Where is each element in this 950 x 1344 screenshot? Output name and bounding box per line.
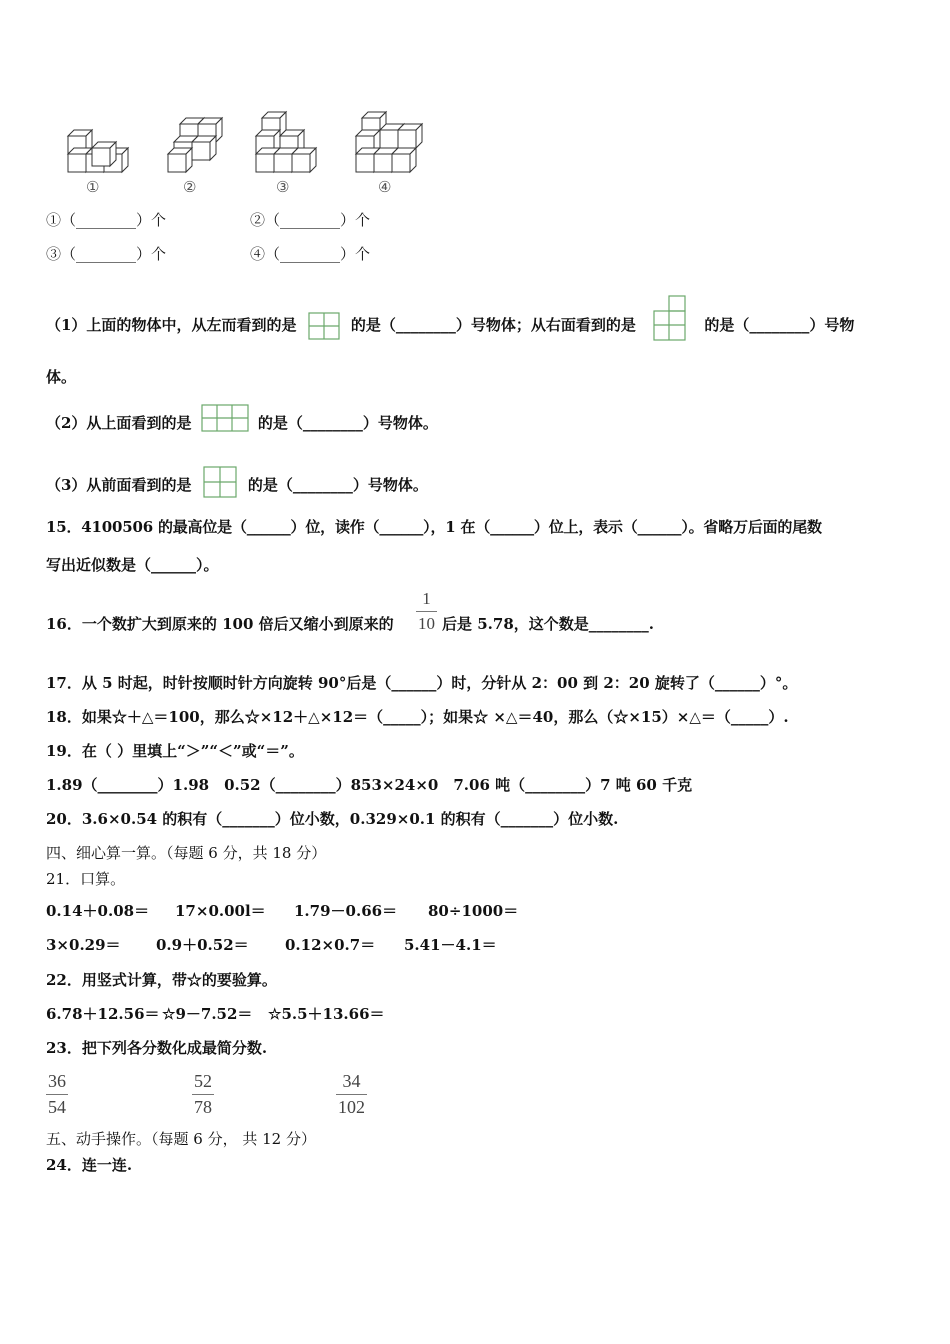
figure-4 <box>356 112 422 172</box>
q23-fraction-1 <box>46 1071 68 1118</box>
q23-frac3-num: 34 <box>342 1071 361 1091</box>
q23-frac2-den: 78 <box>194 1097 212 1117</box>
section-4-heading: 四、细心算一算。（每题 6 分，共 18 分） <box>46 844 327 862</box>
question-16-before: 16．一个数扩大到原来的 100 倍后又缩小到原来的 <box>46 615 394 633</box>
q16-frac-num: 1 <box>422 589 431 608</box>
sub1-part2: 的是（________）号物体；从右面看到的是 <box>350 316 636 334</box>
question-16-after: 后是 5.78，这个数是________. <box>442 615 654 633</box>
view-row3-icon <box>201 404 249 432</box>
question-24: 24．连一连. <box>46 1156 133 1174</box>
q16-frac-den: 10 <box>418 614 435 633</box>
figure-3 <box>256 112 316 172</box>
figure-label-1: ① <box>86 178 100 196</box>
question-21-title: 21．口算。 <box>46 870 126 888</box>
q23-frac3-bar <box>336 1094 367 1095</box>
figure-1 <box>68 130 128 172</box>
sub3-part1: （3）从前面看到的是 <box>46 476 192 494</box>
section-5-heading: 五、动手操作。（每题 6 分， 共 12 分） <box>46 1130 316 1148</box>
q21-row1-item2: 17×0.00l＝ <box>175 902 266 920</box>
q21-row2-item1: 3×0.29＝ <box>46 936 121 954</box>
q23-frac1-bar <box>46 1094 68 1095</box>
view-front-icon <box>203 466 237 498</box>
sub-question-2 <box>46 410 438 438</box>
figure-2 <box>168 118 222 172</box>
q23-frac1-num: 36 <box>48 1071 66 1091</box>
q23-frac1-den: 54 <box>48 1097 66 1117</box>
q21-row2-item3: 0.12×0.7＝ <box>285 936 376 954</box>
q22-item3: ☆5.5＋13.66＝ <box>268 1005 385 1023</box>
q16-fraction <box>416 589 437 634</box>
figure-label-4: ④ <box>378 178 392 196</box>
question-20: 20．3.6×0.54 的积有（_______）位小数，0.329×0.1 的积有（_______）位小数. <box>46 810 619 828</box>
figure-label-2: ② <box>183 178 197 196</box>
q23-frac2-bar <box>192 1094 214 1095</box>
sub3-part2: 的是（________）号物体。 <box>247 476 428 494</box>
figure-label-3: ③ <box>276 178 290 196</box>
view-2x2-icon <box>308 312 340 340</box>
sub-question-1-cont: 体。 <box>46 368 77 386</box>
view-stack-icon <box>653 295 687 341</box>
question-23-title: 23．把下列各分数化成最简分数. <box>46 1039 268 1057</box>
sub2-part2: 的是（________）号物体。 <box>257 414 438 432</box>
q23-fraction-3 <box>336 1071 367 1118</box>
q21-row1-item4: 80÷1000＝ <box>428 902 519 920</box>
q22-item2: ☆9－7.52＝ <box>162 1005 253 1023</box>
sub-question-3 <box>46 470 428 502</box>
question-17: 17．从 5 时起，时针按顺时针方向旋转 90°后是（______）时，分针从 2：00 到 2：20 旋转了（______）°。 <box>46 674 798 692</box>
q23-fraction-2 <box>192 1071 214 1118</box>
q21-row1-item3: 1.79－0.66＝ <box>294 902 398 920</box>
sub2-part1: （2）从上面看到的是 <box>46 414 192 432</box>
q23-frac3-den: 102 <box>338 1097 365 1117</box>
sub1-part3: 的是（________）号物 <box>704 316 855 334</box>
question-19-title: 19．在（ ）里填上“＞”“＜”或“＝”。 <box>46 742 304 760</box>
question-22-title: 22．用竖式计算，带☆的要验算。 <box>46 971 277 989</box>
sub1-part1: （1）上面的物体中，从左而看到的是 <box>46 316 297 334</box>
q16-frac-bar <box>416 611 437 612</box>
question-18: 18．如果☆＋△＝100，那么☆×12＋△×12＝（_____）；如果☆ ×△＝40，那么（☆×15）×△＝（_____）. <box>46 708 789 726</box>
count-row-2b: ④（________）个 <box>250 245 371 263</box>
count-row-1b: ②（________）个 <box>250 211 371 229</box>
sub-question-1 <box>46 303 854 349</box>
question-19-items: 1.89（________）1.98 0.52（________）853×24×0 7.06 吨（________）7 吨 60 千克 <box>46 776 693 794</box>
q21-row1-item1: 0.14＋0.08＝ <box>46 902 150 920</box>
question-15-line2: 写出近似数是（______）。 <box>46 556 219 574</box>
q23-frac2-num: 52 <box>194 1071 212 1091</box>
q21-row2-item4: 5.41－4.1＝ <box>404 936 497 954</box>
question-15-line1: 15．4100506 的最高位是（______）位，读作（______），1 在（______）位上，表示（______）。省略万后面的尾数 <box>46 518 822 536</box>
count-row-1a: ①（________）个 <box>46 211 167 229</box>
q22-item1: 6.78＋12.56＝ <box>46 1005 160 1023</box>
count-row-2a: ③（________）个 <box>46 245 167 263</box>
q21-row2-item2: 0.9＋0.52＝ <box>156 936 249 954</box>
